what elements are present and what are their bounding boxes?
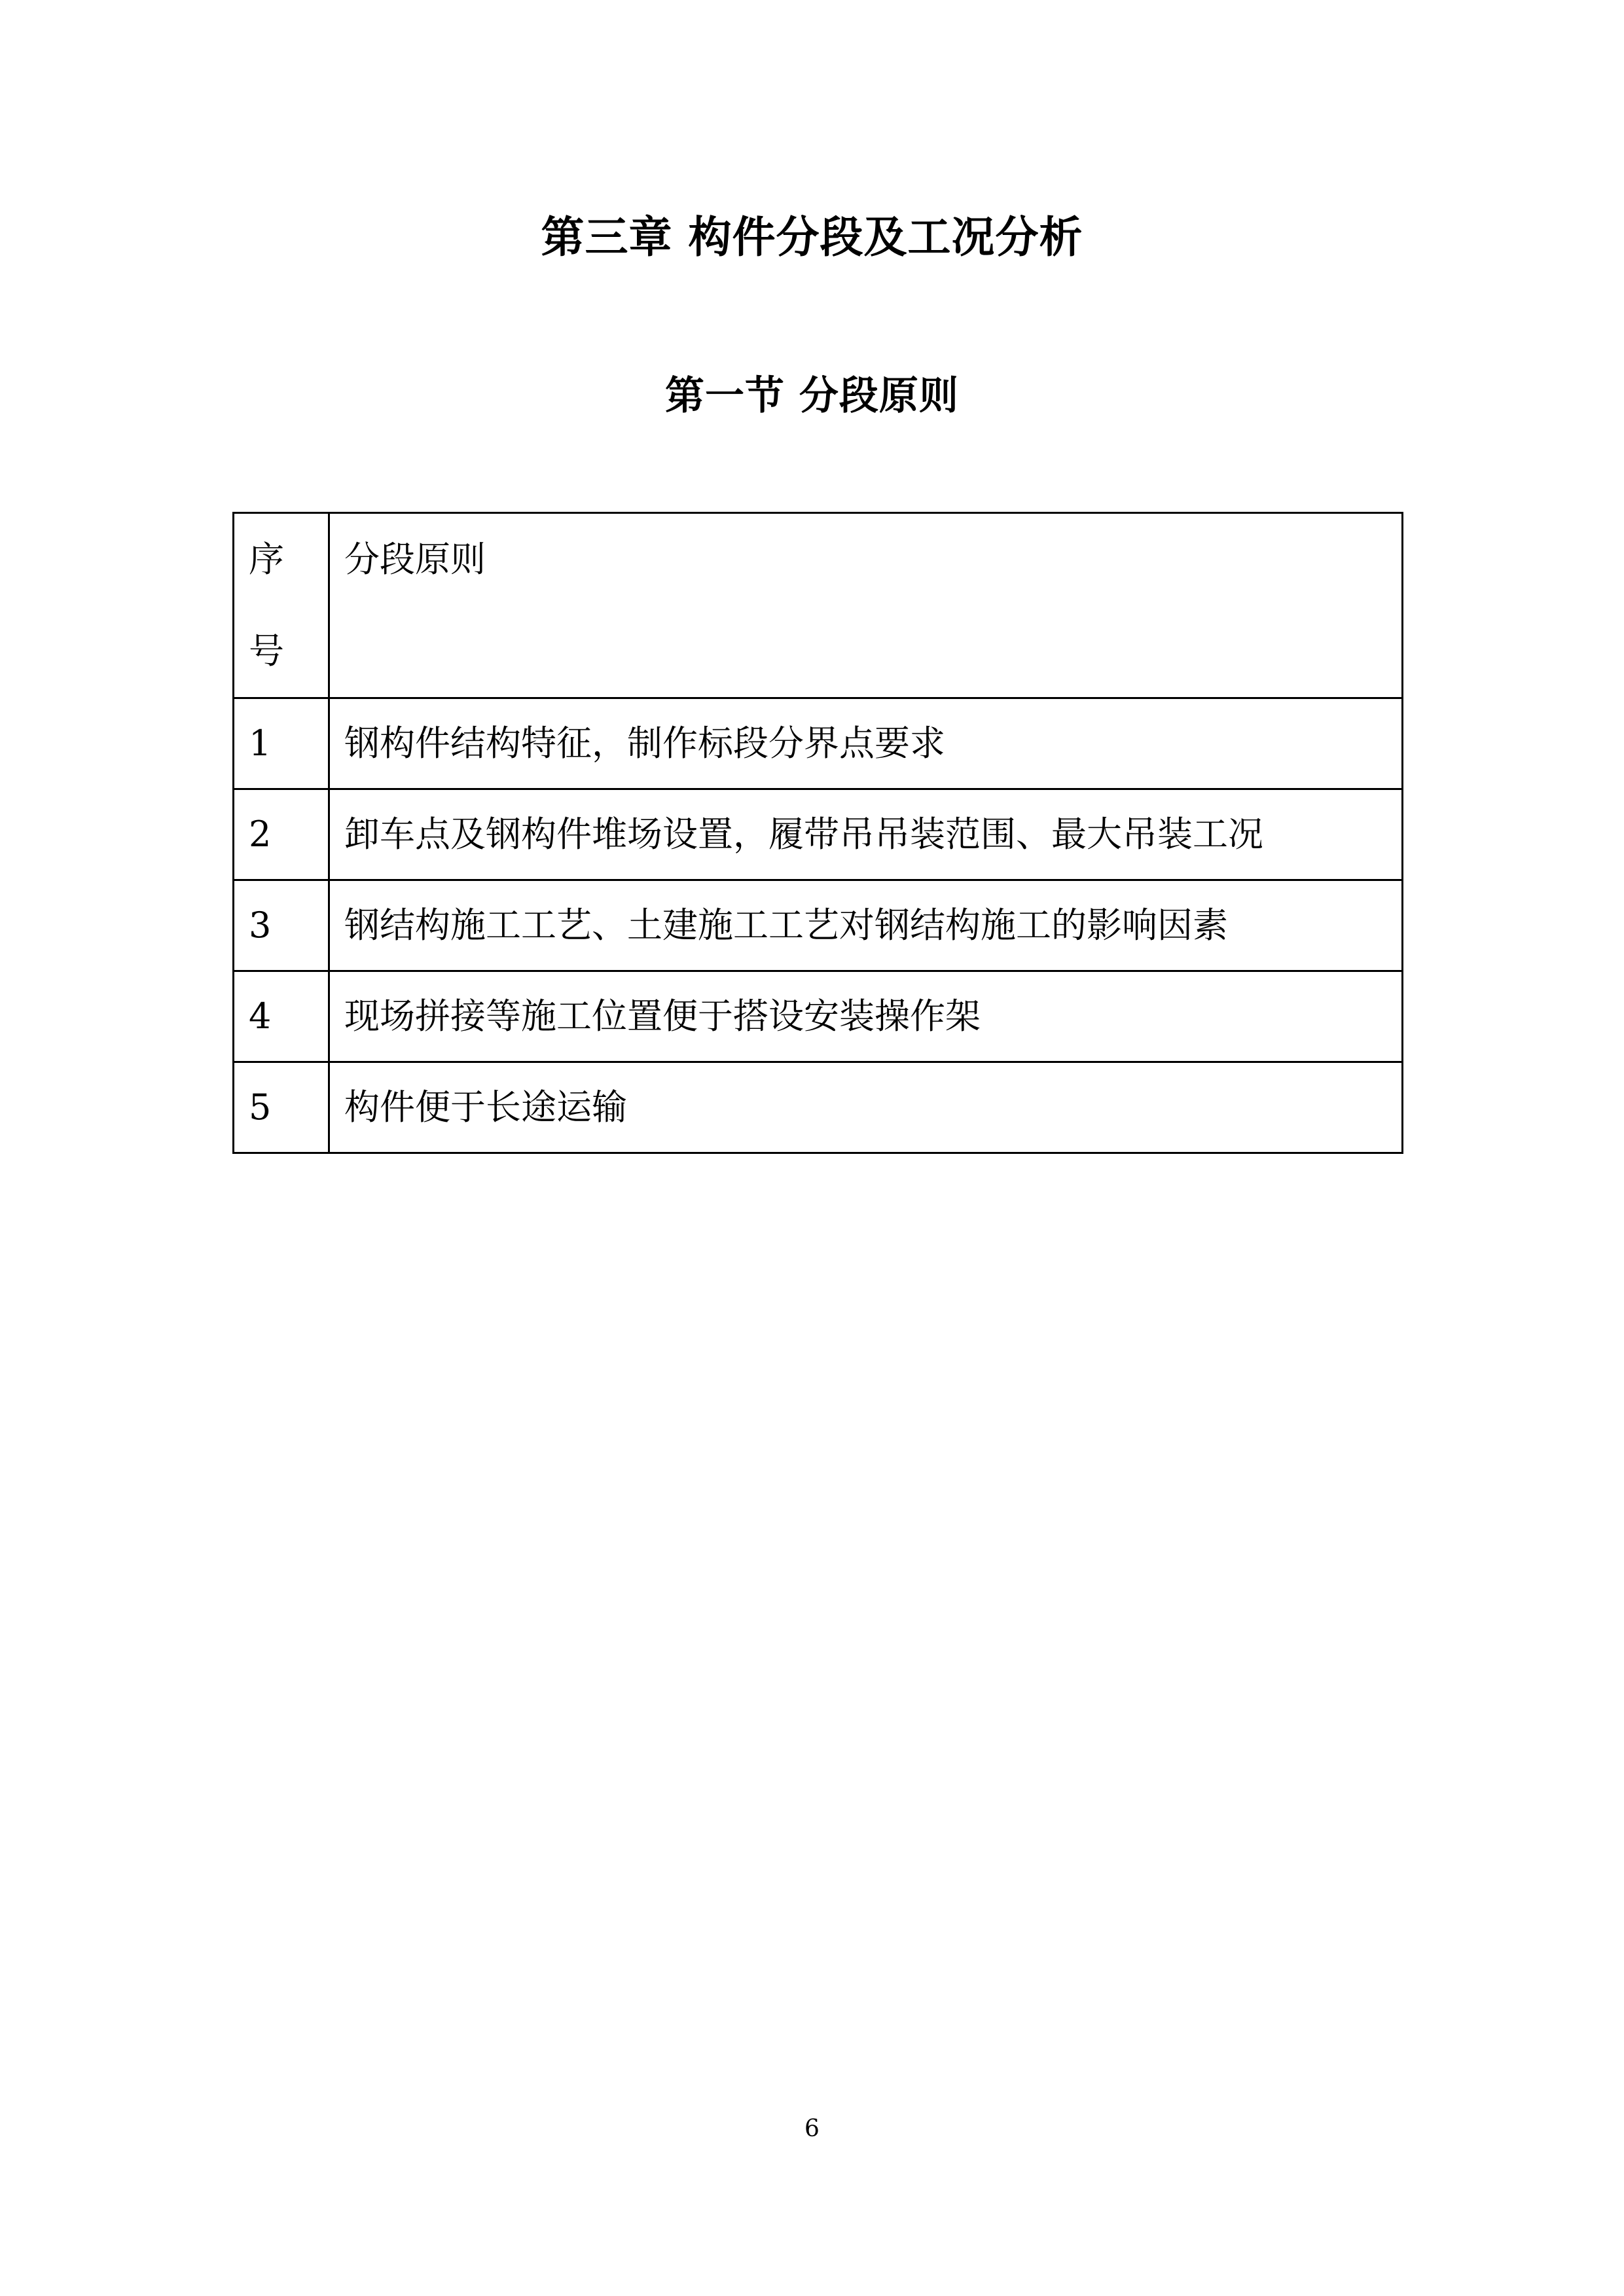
table-row [234,698,1403,789]
table-row [234,789,1403,880]
row-number-cell: 1 [234,698,329,789]
section-title: 第一节 分段原则 [665,373,959,419]
segmentation-principles-table [232,512,1403,1154]
row-principle-cell: 构件便于长途运输 [329,1062,1403,1153]
row-principle-cell: 钢结构施工工艺、土建施工工艺对钢结构施工的影响因素 [329,880,1403,971]
table-header-row [234,513,1403,698]
row-principle-cell: 卸车点及钢构件堆场设置，履带吊吊装范围、最大吊装工况 [329,789,1403,880]
page-number: 6 [804,2115,820,2142]
header-principle-cell: 分段原则 [329,513,1403,698]
row-number-cell: 3 [234,880,329,971]
row-principle-cell: 钢构件结构特征，制作标段分界点要求 [329,698,1403,789]
row-number-cell: 5 [234,1062,329,1153]
chapter-title: 第三章 构件分段及工况分析 [541,212,1083,262]
header-number-cell: 序号 [234,513,329,698]
table-row [234,1062,1403,1153]
row-number-cell: 4 [234,971,329,1062]
row-principle-cell: 现场拼接等施工位置便于搭设安装操作架 [329,971,1403,1062]
table-row [234,971,1403,1062]
row-number-cell: 2 [234,789,329,880]
table-row [234,880,1403,971]
